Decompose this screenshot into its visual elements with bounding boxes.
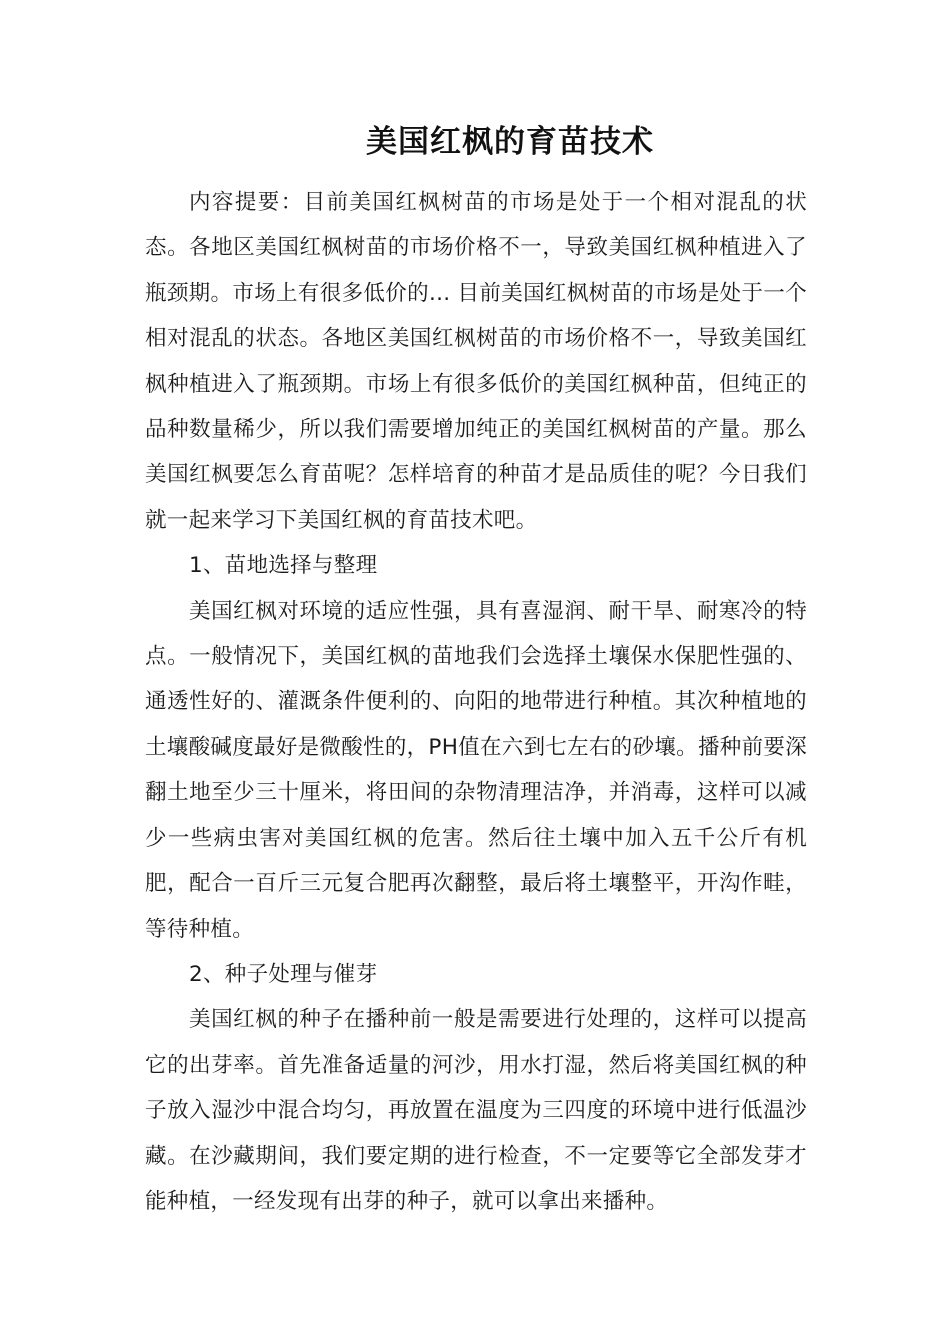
paragraph-section-1: 美国红枫对环境的适应性强，具有喜湿润、耐干旱、耐寒冷的特点。一般情况下，美国红枫的苗地我们会选择土壤保水保肥性强的、通透性好的、灌溉条件便利的、向阳的地带进行种植。其次种植地的土壤酸碱度最好是微酸性的，PH值在六到七左右的砂壤。播种前要深翻土地至少三十厘米，将田间的杂物清理洁净，并消毒，这样可以减少一些病虫害对美国红枫的危害。然后往土壤中加入五千公斤有机肥，配合一百斤三元复合肥再次翻整，最后将土壤整平，开沟作畦，等待种植。 <box>145 598 807 942</box>
document-title: 美国红枫的育苗技术 <box>366 124 654 160</box>
section-heading-1: 1、苗地选择与整理 <box>189 553 378 579</box>
document-body <box>145 180 807 1224</box>
paragraph-summary: 内容提要：目前美国红枫树苗的市场是处于一个相对混乱的状态。各地区美国红枫树苗的市场价格不一，导致美国红枫种植进入了瓶颈期。市场上有很多低价的... 目前美国红枫树苗的市场是处于一个相对混乱的状态。各地区美国红枫树苗的市场价格不一，导致美国红枫种植进入了瓶颈期。市场上有很多低价的美国红枫种苗，但纯正的品种数量稀少，所以我们需要增加纯正的美国红枫树苗的产量。那么美国红枫要怎么育苗呢？怎样培育的种苗才是品质佳的呢？今日我们就一起来学习下美国红枫的育苗技术吧。 <box>145 190 807 533</box>
section-heading-2: 2、种子处理与催芽 <box>189 961 378 987</box>
paragraph-section-2: 美国红枫的种子在播种前一般是需要进行处理的，这样可以提高它的出芽率。首先准备适量的河沙，用水打湿，然后将美国红枫的种子放入湿沙中混合均匀，再放置在温度为三四度的环境中进行低温沙藏。在沙藏期间，我们要定期的进行检查，不一定要等它全部发芽才能种植，一经发现有出芽的种子，就可以拿出来播种。 <box>145 1007 807 1214</box>
